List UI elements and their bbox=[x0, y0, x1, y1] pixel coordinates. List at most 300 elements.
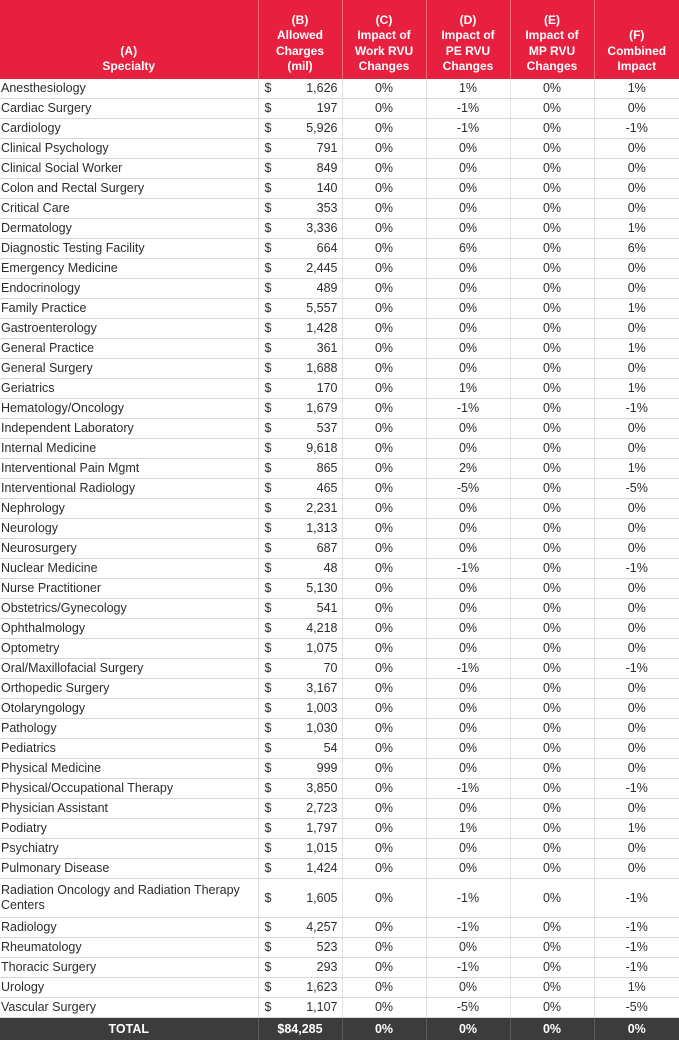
charges-value: 489 bbox=[317, 281, 338, 296]
header-work-rvu: (C) Impact of Work RVU Changes bbox=[342, 0, 426, 79]
table-row bbox=[0, 219, 679, 239]
charges-value: 1,626 bbox=[306, 81, 337, 96]
work-rvu-cell: 0% bbox=[342, 359, 426, 379]
charges-cell bbox=[258, 479, 342, 499]
table-row bbox=[0, 359, 679, 379]
specialty-cell: Nephrology bbox=[0, 499, 258, 519]
work-rvu-cell: 0% bbox=[342, 559, 426, 579]
table-row bbox=[0, 779, 679, 799]
combined-impact-cell: 0% bbox=[594, 99, 679, 119]
currency-symbol: $ bbox=[265, 221, 272, 236]
specialty-cell: Independent Laboratory bbox=[0, 419, 258, 439]
mp-rvu-cell: 0% bbox=[510, 499, 594, 519]
mp-rvu-cell: 0% bbox=[510, 579, 594, 599]
specialty-cell: Optometry bbox=[0, 639, 258, 659]
currency-symbol: $ bbox=[265, 861, 272, 876]
charges-value: 3,336 bbox=[306, 221, 337, 236]
charges-cell bbox=[258, 779, 342, 799]
charges-cell bbox=[258, 179, 342, 199]
charges-cell bbox=[258, 99, 342, 119]
mp-rvu-cell: 0% bbox=[510, 938, 594, 958]
combined-impact-cell: 1% bbox=[594, 379, 679, 399]
specialty-cell: Pathology bbox=[0, 719, 258, 739]
mp-rvu-cell: 0% bbox=[510, 699, 594, 719]
currency-symbol: $ bbox=[265, 121, 272, 136]
work-rvu-cell: 0% bbox=[342, 259, 426, 279]
pe-rvu-cell: 0% bbox=[426, 319, 510, 339]
charges-cell bbox=[258, 239, 342, 259]
charges-cell bbox=[258, 579, 342, 599]
pe-rvu-cell: 0% bbox=[426, 219, 510, 239]
work-rvu-cell: 0% bbox=[342, 119, 426, 139]
charges-value: 5,926 bbox=[306, 121, 337, 136]
mp-rvu-cell: 0% bbox=[510, 399, 594, 419]
specialty-cell: Cardiology bbox=[0, 119, 258, 139]
work-rvu-cell: 0% bbox=[342, 779, 426, 799]
combined-impact-cell: 0% bbox=[594, 499, 679, 519]
specialty-cell: Diagnostic Testing Facility bbox=[0, 239, 258, 259]
work-rvu-cell: 0% bbox=[342, 459, 426, 479]
pe-rvu-cell: 0% bbox=[426, 499, 510, 519]
work-rvu-cell: 0% bbox=[342, 479, 426, 499]
charges-value: 465 bbox=[317, 481, 338, 496]
charges-cell bbox=[258, 399, 342, 419]
total-mp: 0% bbox=[510, 1018, 594, 1040]
combined-impact-cell: 0% bbox=[594, 199, 679, 219]
work-rvu-cell: 0% bbox=[342, 219, 426, 239]
charges-value: 791 bbox=[317, 141, 338, 156]
mp-rvu-cell: 0% bbox=[510, 958, 594, 978]
combined-impact-cell: -1% bbox=[594, 119, 679, 139]
charges-cell bbox=[258, 79, 342, 99]
mp-rvu-cell: 0% bbox=[510, 719, 594, 739]
charges-cell bbox=[258, 499, 342, 519]
work-rvu-cell: 0% bbox=[342, 519, 426, 539]
work-rvu-cell: 0% bbox=[342, 379, 426, 399]
charges-cell bbox=[258, 359, 342, 379]
currency-symbol: $ bbox=[265, 541, 272, 556]
charges-value: 1,688 bbox=[306, 361, 337, 376]
currency-symbol: $ bbox=[265, 940, 272, 955]
charges-cell bbox=[258, 559, 342, 579]
pe-rvu-cell: 0% bbox=[426, 519, 510, 539]
pe-rvu-cell: 0% bbox=[426, 159, 510, 179]
charges-value: 5,130 bbox=[306, 581, 337, 596]
specialty-cell: Interventional Radiology bbox=[0, 479, 258, 499]
work-rvu-cell: 0% bbox=[342, 79, 426, 99]
pe-rvu-cell: -1% bbox=[426, 119, 510, 139]
mp-rvu-cell: 0% bbox=[510, 379, 594, 399]
pe-rvu-cell: 0% bbox=[426, 799, 510, 819]
work-rvu-cell: 0% bbox=[342, 958, 426, 978]
charges-cell bbox=[258, 859, 342, 879]
mp-rvu-cell: 0% bbox=[510, 859, 594, 879]
pe-rvu-cell: 0% bbox=[426, 599, 510, 619]
charges-cell bbox=[258, 679, 342, 699]
pe-rvu-cell: -1% bbox=[426, 559, 510, 579]
combined-impact-cell: -1% bbox=[594, 938, 679, 958]
work-rvu-cell: 0% bbox=[342, 679, 426, 699]
mp-rvu-cell: 0% bbox=[510, 519, 594, 539]
currency-symbol: $ bbox=[265, 601, 272, 616]
table-row bbox=[0, 659, 679, 679]
table-row bbox=[0, 619, 679, 639]
currency-symbol: $ bbox=[265, 781, 272, 796]
specialty-cell: Geriatrics bbox=[0, 379, 258, 399]
charges-cell bbox=[258, 799, 342, 819]
charges-value: 293 bbox=[317, 960, 338, 975]
total-combined: 0% bbox=[594, 1018, 679, 1040]
work-rvu-cell: 0% bbox=[342, 639, 426, 659]
charges-cell bbox=[258, 439, 342, 459]
pe-rvu-cell: 0% bbox=[426, 579, 510, 599]
currency-symbol: $ bbox=[265, 641, 272, 656]
total-label: TOTAL bbox=[0, 1018, 258, 1040]
mp-rvu-cell: 0% bbox=[510, 619, 594, 639]
table-row bbox=[0, 519, 679, 539]
combined-impact-cell: -1% bbox=[594, 958, 679, 978]
work-rvu-cell: 0% bbox=[342, 159, 426, 179]
currency-symbol: $ bbox=[265, 381, 272, 396]
work-rvu-cell: 0% bbox=[342, 619, 426, 639]
pe-rvu-cell: 0% bbox=[426, 539, 510, 559]
mp-rvu-cell: 0% bbox=[510, 679, 594, 699]
specialty-cell: Clinical Psychology bbox=[0, 139, 258, 159]
specialty-cell: Psychiatry bbox=[0, 839, 258, 859]
currency-symbol: $ bbox=[265, 341, 272, 356]
table-row bbox=[0, 879, 679, 918]
charges-cell bbox=[258, 139, 342, 159]
table-row bbox=[0, 499, 679, 519]
currency-symbol: $ bbox=[265, 841, 272, 856]
charges-cell bbox=[258, 199, 342, 219]
work-rvu-cell: 0% bbox=[342, 998, 426, 1018]
currency-symbol: $ bbox=[265, 461, 272, 476]
combined-impact-cell: 0% bbox=[594, 859, 679, 879]
work-rvu-cell: 0% bbox=[342, 918, 426, 938]
pe-rvu-cell: -1% bbox=[426, 918, 510, 938]
mp-rvu-cell: 0% bbox=[510, 559, 594, 579]
pe-rvu-cell: 0% bbox=[426, 419, 510, 439]
charges-cell bbox=[258, 819, 342, 839]
specialty-cell: Internal Medicine bbox=[0, 439, 258, 459]
header-specialty: (A) Specialty bbox=[0, 0, 258, 79]
charges-cell bbox=[258, 998, 342, 1018]
mp-rvu-cell: 0% bbox=[510, 179, 594, 199]
work-rvu-cell: 0% bbox=[342, 439, 426, 459]
combined-impact-cell: -1% bbox=[594, 918, 679, 938]
charges-value: 140 bbox=[317, 181, 338, 196]
mp-rvu-cell: 0% bbox=[510, 918, 594, 938]
combined-impact-cell: 0% bbox=[594, 519, 679, 539]
pe-rvu-cell: 0% bbox=[426, 978, 510, 998]
charges-value: 541 bbox=[317, 601, 338, 616]
pe-rvu-cell: -5% bbox=[426, 479, 510, 499]
charges-cell bbox=[258, 719, 342, 739]
combined-impact-cell: 0% bbox=[594, 319, 679, 339]
mp-rvu-cell: 0% bbox=[510, 219, 594, 239]
currency-symbol: $ bbox=[265, 401, 272, 416]
currency-symbol: $ bbox=[265, 1000, 272, 1015]
currency-symbol: $ bbox=[265, 181, 272, 196]
charges-cell bbox=[258, 958, 342, 978]
combined-impact-cell: 0% bbox=[594, 599, 679, 619]
mp-rvu-cell: 0% bbox=[510, 439, 594, 459]
currency-symbol: $ bbox=[265, 801, 272, 816]
header-allowed-charges: (B) Allowed Charges (mil) bbox=[258, 0, 342, 79]
table-row bbox=[0, 759, 679, 779]
pe-rvu-cell: 0% bbox=[426, 299, 510, 319]
charges-value: 1,030 bbox=[306, 721, 337, 736]
table-row bbox=[0, 938, 679, 958]
table-row bbox=[0, 839, 679, 859]
charges-value: 849 bbox=[317, 161, 338, 176]
specialty-cell: General Surgery bbox=[0, 359, 258, 379]
table-row bbox=[0, 419, 679, 439]
specialty-cell: Anesthesiology bbox=[0, 79, 258, 99]
work-rvu-cell: 0% bbox=[342, 699, 426, 719]
charges-value: 1,605 bbox=[306, 891, 337, 906]
specialty-cell: Neurology bbox=[0, 519, 258, 539]
table-row bbox=[0, 239, 679, 259]
specialty-cell: Nuclear Medicine bbox=[0, 559, 258, 579]
combined-impact-cell: -5% bbox=[594, 998, 679, 1018]
mp-rvu-cell: 0% bbox=[510, 199, 594, 219]
work-rvu-cell: 0% bbox=[342, 319, 426, 339]
combined-impact-cell: 0% bbox=[594, 799, 679, 819]
pe-rvu-cell: 0% bbox=[426, 179, 510, 199]
charges-cell bbox=[258, 459, 342, 479]
combined-impact-cell: 0% bbox=[594, 139, 679, 159]
currency-symbol: $ bbox=[265, 481, 272, 496]
table-row bbox=[0, 279, 679, 299]
charges-cell bbox=[258, 219, 342, 239]
currency-symbol: $ bbox=[265, 241, 272, 256]
charges-value: 865 bbox=[317, 461, 338, 476]
work-rvu-cell: 0% bbox=[342, 199, 426, 219]
currency-symbol: $ bbox=[265, 681, 272, 696]
work-rvu-cell: 0% bbox=[342, 739, 426, 759]
combined-impact-cell: 0% bbox=[594, 439, 679, 459]
mp-rvu-cell: 0% bbox=[510, 159, 594, 179]
specialty-cell: Hematology/Oncology bbox=[0, 399, 258, 419]
charges-cell bbox=[258, 379, 342, 399]
currency-symbol: $ bbox=[265, 960, 272, 975]
mp-rvu-cell: 0% bbox=[510, 359, 594, 379]
pe-rvu-cell: 0% bbox=[426, 199, 510, 219]
work-rvu-cell: 0% bbox=[342, 419, 426, 439]
header-row bbox=[0, 0, 679, 79]
specialty-cell: Radiation Oncology and Radiation Therapy Centers bbox=[0, 879, 258, 918]
combined-impact-cell: 1% bbox=[594, 978, 679, 998]
mp-rvu-cell: 0% bbox=[510, 459, 594, 479]
table-row bbox=[0, 978, 679, 998]
currency-symbol: $ bbox=[265, 501, 272, 516]
table-row bbox=[0, 299, 679, 319]
table-row bbox=[0, 119, 679, 139]
currency-symbol: $ bbox=[265, 201, 272, 216]
currency-symbol: $ bbox=[265, 581, 272, 596]
work-rvu-cell: 0% bbox=[342, 179, 426, 199]
combined-impact-cell: 0% bbox=[594, 159, 679, 179]
table-row bbox=[0, 439, 679, 459]
specialty-cell: Otolaryngology bbox=[0, 699, 258, 719]
table-row bbox=[0, 799, 679, 819]
charges-cell bbox=[258, 299, 342, 319]
combined-impact-cell: 0% bbox=[594, 639, 679, 659]
charges-value: 687 bbox=[317, 541, 338, 556]
table-body bbox=[0, 79, 679, 1018]
table-row bbox=[0, 339, 679, 359]
combined-impact-cell: 0% bbox=[594, 619, 679, 639]
charges-value: 537 bbox=[317, 421, 338, 436]
charges-cell bbox=[258, 159, 342, 179]
total-work: 0% bbox=[342, 1018, 426, 1040]
table-row bbox=[0, 159, 679, 179]
specialty-cell: Pulmonary Disease bbox=[0, 859, 258, 879]
pe-rvu-cell: 0% bbox=[426, 139, 510, 159]
work-rvu-cell: 0% bbox=[342, 299, 426, 319]
specialty-cell: Pediatrics bbox=[0, 739, 258, 759]
work-rvu-cell: 0% bbox=[342, 819, 426, 839]
charges-cell bbox=[258, 419, 342, 439]
table-row bbox=[0, 719, 679, 739]
charges-value: 1,428 bbox=[306, 321, 337, 336]
combined-impact-cell: 0% bbox=[594, 539, 679, 559]
charges-value: 54 bbox=[324, 741, 338, 756]
pe-rvu-cell: 0% bbox=[426, 439, 510, 459]
mp-rvu-cell: 0% bbox=[510, 998, 594, 1018]
combined-impact-cell: -1% bbox=[594, 879, 679, 918]
charges-value: 1,313 bbox=[306, 521, 337, 536]
mp-rvu-cell: 0% bbox=[510, 879, 594, 918]
pe-rvu-cell: 0% bbox=[426, 639, 510, 659]
charges-value: 4,257 bbox=[306, 920, 337, 935]
currency-symbol: $ bbox=[265, 741, 272, 756]
specialty-cell: Nurse Practitioner bbox=[0, 579, 258, 599]
currency-symbol: $ bbox=[265, 261, 272, 276]
combined-impact-cell: 0% bbox=[594, 579, 679, 599]
charges-cell bbox=[258, 918, 342, 938]
currency-symbol: $ bbox=[265, 521, 272, 536]
pe-rvu-cell: 1% bbox=[426, 79, 510, 99]
pe-rvu-cell: 0% bbox=[426, 619, 510, 639]
specialty-cell: Physical/Occupational Therapy bbox=[0, 779, 258, 799]
mp-rvu-cell: 0% bbox=[510, 319, 594, 339]
specialty-cell: Radiology bbox=[0, 918, 258, 938]
charges-value: 2,723 bbox=[306, 801, 337, 816]
specialty-cell: Thoracic Surgery bbox=[0, 958, 258, 978]
header-combined-impact: (F) Combined Impact bbox=[594, 0, 679, 79]
mp-rvu-cell: 0% bbox=[510, 279, 594, 299]
table-row bbox=[0, 399, 679, 419]
specialty-cell: Cardiac Surgery bbox=[0, 99, 258, 119]
charges-cell bbox=[258, 539, 342, 559]
work-rvu-cell: 0% bbox=[342, 399, 426, 419]
work-rvu-cell: 0% bbox=[342, 579, 426, 599]
work-rvu-cell: 0% bbox=[342, 659, 426, 679]
table-row bbox=[0, 958, 679, 978]
charges-cell bbox=[258, 619, 342, 639]
charges-value: 48 bbox=[324, 561, 338, 576]
table-row bbox=[0, 139, 679, 159]
pe-rvu-cell: -1% bbox=[426, 659, 510, 679]
specialty-cell: Oral/Maxillofacial Surgery bbox=[0, 659, 258, 679]
specialty-cell: Physician Assistant bbox=[0, 799, 258, 819]
combined-impact-cell: 0% bbox=[594, 259, 679, 279]
pe-rvu-cell: 0% bbox=[426, 339, 510, 359]
currency-symbol: $ bbox=[265, 361, 272, 376]
charges-value: 5,557 bbox=[306, 301, 337, 316]
table-row bbox=[0, 319, 679, 339]
pe-rvu-cell: 0% bbox=[426, 359, 510, 379]
specialty-cell: Clinical Social Worker bbox=[0, 159, 258, 179]
combined-impact-cell: -1% bbox=[594, 659, 679, 679]
pe-rvu-cell: 0% bbox=[426, 759, 510, 779]
table-row bbox=[0, 998, 679, 1018]
combined-impact-cell: 1% bbox=[594, 459, 679, 479]
mp-rvu-cell: 0% bbox=[510, 779, 594, 799]
charges-value: 1,424 bbox=[306, 861, 337, 876]
charges-value: 1,015 bbox=[306, 841, 337, 856]
charges-value: 4,218 bbox=[306, 621, 337, 636]
combined-impact-cell: -1% bbox=[594, 779, 679, 799]
charges-value: 70 bbox=[324, 661, 338, 676]
pe-rvu-cell: 0% bbox=[426, 679, 510, 699]
combined-impact-cell: -5% bbox=[594, 479, 679, 499]
mp-rvu-cell: 0% bbox=[510, 79, 594, 99]
work-rvu-cell: 0% bbox=[342, 839, 426, 859]
charges-value: 2,445 bbox=[306, 261, 337, 276]
charges-value: 1,623 bbox=[306, 980, 337, 995]
mp-rvu-cell: 0% bbox=[510, 479, 594, 499]
specialty-cell: General Practice bbox=[0, 339, 258, 359]
table-row bbox=[0, 559, 679, 579]
mp-rvu-cell: 0% bbox=[510, 139, 594, 159]
pe-rvu-cell: -1% bbox=[426, 779, 510, 799]
charges-value: 664 bbox=[317, 241, 338, 256]
combined-impact-cell: 6% bbox=[594, 239, 679, 259]
work-rvu-cell: 0% bbox=[342, 339, 426, 359]
combined-impact-cell: 0% bbox=[594, 179, 679, 199]
charges-cell bbox=[258, 259, 342, 279]
pe-rvu-cell: -1% bbox=[426, 879, 510, 918]
currency-symbol: $ bbox=[265, 301, 272, 316]
work-rvu-cell: 0% bbox=[342, 719, 426, 739]
work-rvu-cell: 0% bbox=[342, 599, 426, 619]
pe-rvu-cell: 0% bbox=[426, 719, 510, 739]
pe-rvu-cell: -1% bbox=[426, 958, 510, 978]
combined-impact-cell: 1% bbox=[594, 299, 679, 319]
charges-cell bbox=[258, 759, 342, 779]
pe-rvu-cell: 0% bbox=[426, 839, 510, 859]
charges-value: 999 bbox=[317, 761, 338, 776]
table-row bbox=[0, 259, 679, 279]
charges-cell bbox=[258, 519, 342, 539]
specialty-cell: Interventional Pain Mgmt bbox=[0, 459, 258, 479]
mp-rvu-cell: 0% bbox=[510, 239, 594, 259]
specialty-cell: Podiatry bbox=[0, 819, 258, 839]
work-rvu-cell: 0% bbox=[342, 938, 426, 958]
charges-cell bbox=[258, 938, 342, 958]
charges-cell bbox=[258, 339, 342, 359]
pe-rvu-cell: 1% bbox=[426, 819, 510, 839]
header-mp-rvu: (E) Impact of MP RVU Changes bbox=[510, 0, 594, 79]
specialty-cell: Vascular Surgery bbox=[0, 998, 258, 1018]
combined-impact-cell: 1% bbox=[594, 339, 679, 359]
mp-rvu-cell: 0% bbox=[510, 639, 594, 659]
specialty-cell: Orthopedic Surgery bbox=[0, 679, 258, 699]
